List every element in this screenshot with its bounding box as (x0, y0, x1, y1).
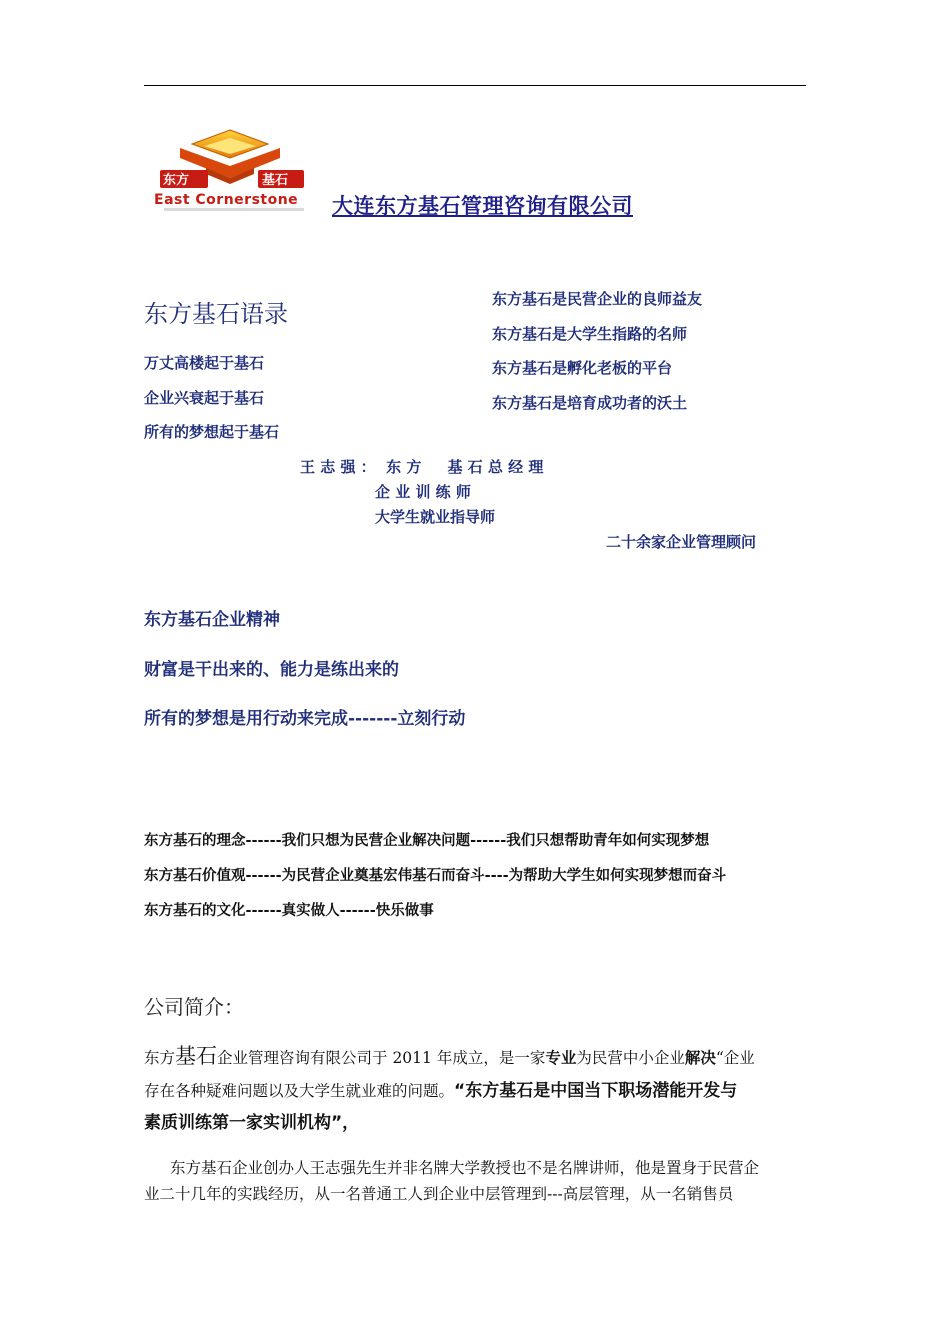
spirit-title: 东方基石企业精神 (144, 610, 280, 630)
founder-title: 王 志 强 ： 东 方 基 石 总 经 理 (300, 458, 544, 476)
logo-en-text: East Cornerstone (154, 192, 299, 208)
logo-cn-right: 基石 (262, 173, 289, 188)
intro-paragraph-2-line-1: 东方基石企业创办人王志强先生并非名牌大学教授也不是名牌讲师，他是置身于民营企 (170, 1159, 760, 1177)
quote-left-2: 企业兴衰起于基石 (144, 389, 265, 407)
quote-left-3: 所有的梦想起于基石 (144, 423, 280, 441)
quote-right-3: 东方基石是孵化老板的平台 (492, 359, 673, 377)
quote-right-4: 东方基石是培育成功者的沃土 (492, 394, 688, 412)
spirit-line-2: 所有的梦想是用行动来完成-------立刻行动 (144, 709, 466, 729)
company-logo (150, 122, 330, 222)
value-concept: 东方基石的理念------我们只想为民营企业解决问题------我们只想帮助青年如何实现梦想 (144, 833, 710, 849)
header-rule (144, 85, 806, 86)
intro-paragraph-1-line-1: 东方基石企业管理咨询有限公司于 2011 年成立，是一家专业为民营中小企业解决“企业 (144, 1044, 755, 1068)
intro-title: 公司简介： (144, 995, 244, 1019)
quote-left-1: 万丈高楼起于基石 (144, 354, 265, 372)
founder-role-career: 大学生就业指导师 (375, 508, 496, 526)
intro-paragraph-2-line-2: 业二十几年的实践经历，从一名普通工人到企业中层管理到---高层管理，从一名销售员 (144, 1185, 734, 1203)
founder-role-trainer: 企 业 训 练 师 (375, 483, 471, 501)
intro-paragraph-1-line-2: 存在各种疑难问题以及大学生就业难的问题。“东方基石是中国当下职场潜能开发与 (144, 1081, 738, 1101)
quote-right-2: 东方基石是大学生指路的名师 (492, 325, 688, 343)
value-worth: 东方基石价值观------为民营企业奠基宏伟基石而奋斗----为帮助大学生如何实现梦想而奋斗 (144, 868, 727, 884)
quotes-title: 东方基石语录 (144, 300, 288, 328)
quote-right-1: 东方基石是民营企业的良师益友 (492, 290, 703, 308)
spirit-line-1: 财富是干出来的、能力是练出来的 (144, 660, 399, 680)
logo-cn-left: 东方 (163, 173, 190, 188)
value-culture: 东方基石的文化------真实做人------快乐做事 (144, 903, 434, 919)
founder-role-consultant: 二十余家企业管理顾问 (606, 533, 757, 551)
intro-paragraph-1-line-3: 素质训练第一家实训机构”， (144, 1113, 360, 1133)
company-name[interactable]: 大连东方基石管理咨询有限公司 (332, 194, 633, 218)
